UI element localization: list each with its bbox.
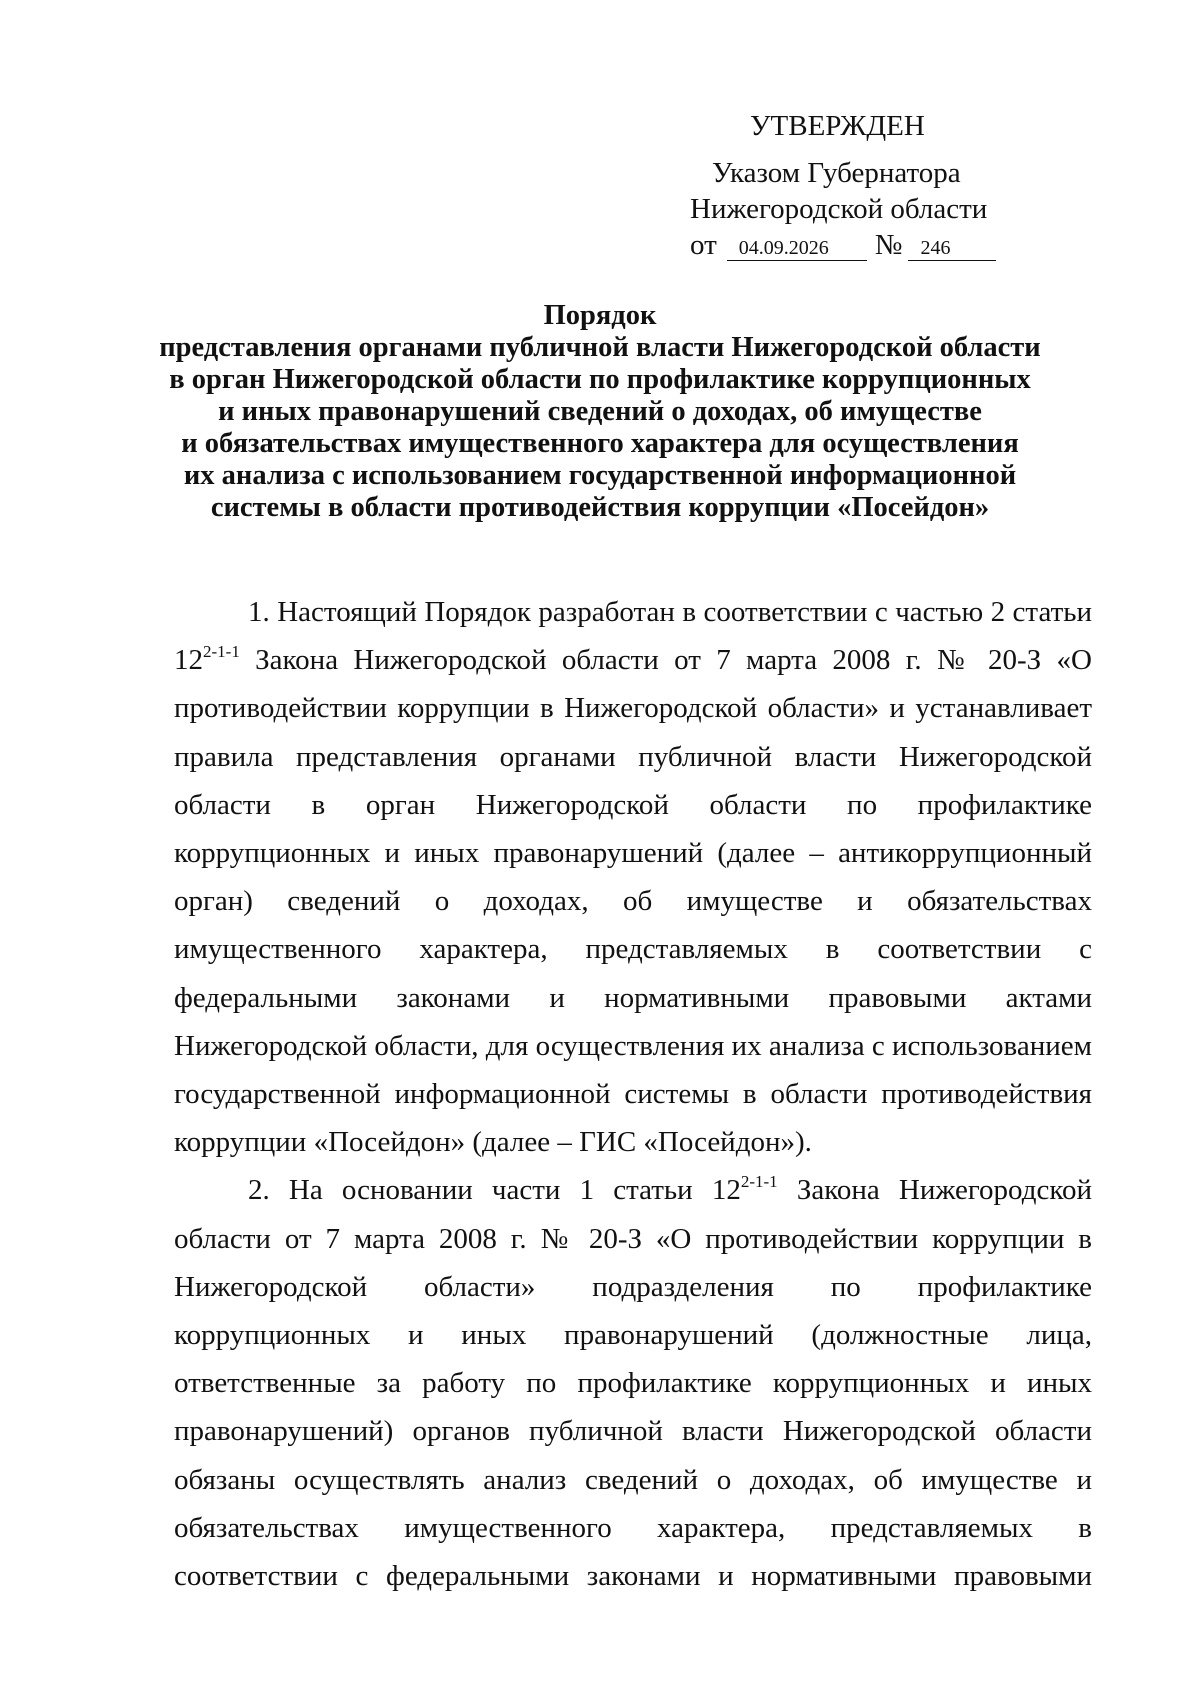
title-heading: Порядок [543,300,657,331]
approval-date: 04.09.2026 [727,236,867,261]
paragraph-2-start: 2. На основании части 1 статьи 12 [248,1174,741,1207]
paragraph-1-rest: Закона Нижегородской области от 7 марта 2008 г. № 20-З «О противодействии коррупции в Нижегородской области» и устанавливает правила представления органами публичной власти Нижегородской области в орган Нижегородской области по профилактике коррупционных и иных правонарушений (далее – антикоррупционный орган) сведений о доходах, об имуществе и обязательствах имущественного характера, представляемых в соответствии с федеральными законами и нормативными правовыми актами Нижегородской области, для осуществления их анализа с использованием государственной информационной системы в области противодействия коррупции «Посейдон» (далее – ГИС «Посейдон»). [174,644,1092,1159]
title-line: представления органами публичной власти Нижегородской области [159,332,1041,363]
approval-stamp-heading: УТВЕРЖДЕН [750,110,925,142]
title-line: в орган Нижегородской области по профилактике коррупционных [169,364,1031,395]
title-line: системы в области противодействия коррупции «Посейдон» [210,492,990,523]
title-line: и обязательствах имущественного характера для осуществления [181,428,1019,459]
paragraph-1-start: 1. Настоящий Порядок разработан в соответствии с частью 2 статьи 12 [174,596,1092,677]
approval-number: 246 [908,236,996,261]
approval-decree-line: Указом Губернатора [712,157,961,189]
paragraph-2 [174,1166,1092,1600]
article-superscript: 2-1-1 [203,642,240,662]
title-line: и иных правонарушений сведений о доходах, об имуществе [218,396,982,427]
paragraph-2-rest: Закона Нижегородской области от 7 марта 2008 г. № 20-З «О противодействии коррупции в Нижегородской области» подразделения по профилактике коррупционных и иных правонарушений (должностные лица, ответственные за работу по профилактике коррупционных и иных правонарушений) органов публичной власти Нижегородской области обязаны осуществлять анализ сведений о доходах, об имуществе и обязательствах имущественного характера, представляемых в соответствии с федеральными законами и нормативными правовыми [174,1174,1092,1593]
approval-date-number-line [690,227,996,263]
approval-region-line: Нижегородской области [690,193,988,225]
from-label: от [690,229,717,261]
title-line: их анализа с использованием государственной информационной [183,460,1017,491]
document-title [150,300,1050,524]
number-sign: № [874,229,903,261]
paragraph-1 [174,588,1092,1166]
article-superscript: 2-1-1 [740,1172,778,1192]
document-body [174,588,1092,1600]
